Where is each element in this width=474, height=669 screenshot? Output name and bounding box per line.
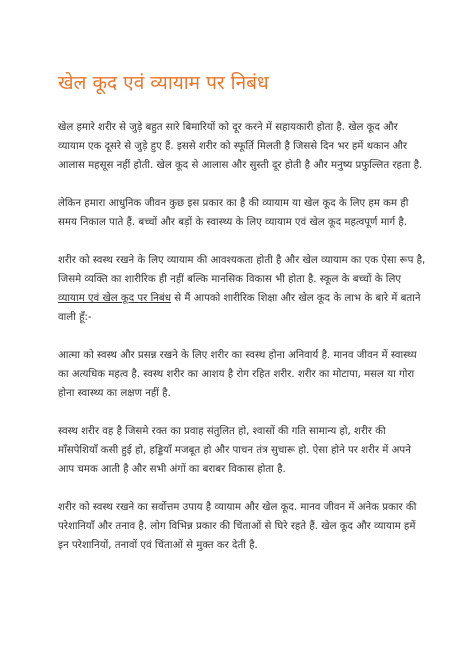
essay-link[interactable]: व्यायाम एवं खेल कूद पर निबंध: [58, 293, 171, 304]
paragraph-6: शरीर को स्वस्थ रखने का सर्वोत्तम उपाय है व्यायाम और खेल कूद. मानव जीवन में अनेक प्रकार की परेशानियाँ और तनाव है. लोग विभिन्न प्रकार की चिंताओं से घिरे रहते हैं. खेल कूद और व्यायाम हमें इन परेशानियों, तनावों एवं चिंताओं से मुक्त कर देती है.: [58, 502, 417, 551]
paragraph-3-text-after: से मैं आपको शारीरिक शिक्षा और खेल कूद के लाभ के बारे में बताने वाली हूँ:-: [58, 293, 421, 323]
paragraph-4: आत्मा को स्वस्थ और प्रसन्न रखने के लिए शरीर का स्वस्थ होना अनिवार्य है. मानव जीवन में स्वास्थ्य का अत्यधिक महत्व है. स्वस्थ शरीर का आशय है रोग रहित शरीर. शरीर का मोटापा, मसल या गोरा होना स्वास्थ्य का लक्षण नहीं है.: [58, 350, 417, 399]
paragraph-1: खेल हमारे शरीर से जुड़े बहुत सारे बिमारियों को दूर करने में सहायकारी होता है. खेल कूद और व्यायाम एक दूसरे से जुड़े हुए हैं. इससे शरीर को स्फूर्ति मिलती है जिससे दिन भर हमें थकान और आलास महसूस नहीं होती. खेल कूद से आलास और सुस्ती दूर होती है और मनुष्य प्रफुल्लित रहता है.: [58, 122, 423, 171]
paragraph-2: लेकिन हमारा आधुनिक जीवन कुछ इस प्रकार का है की व्यायाम या खेल कूद के लिए हम कम ही समय निकाल पाते हैं. बच्चों और बड़ों के स्वास्थ्य के लिए व्यायाम एवं खेल कूद महत्वपूर्ण मार्ग है.: [58, 198, 409, 228]
paragraph-5: स्वस्थ शरीर वह है जिसमे रक्त का प्रवाह संतुलित हो, श्वासों की गति सामान्य हो, शरीर की माँसपेशियाँ कसी हुई हो, हड्डियाँ मजबूत हो और पाचन तंत्र सुचारू हो. ऐसा होने पर शरीर में अपने आप चमक आती है और सभी अंगों का बराबर विकास होता है.: [58, 426, 411, 475]
page-title: खेल कूद एवं व्यायाम पर निबंध: [58, 72, 269, 94]
paragraph-3-text-before: शरीर को स्वस्थ रखने के लिए व्यायाम की आवश्यकता होती है और खेल व्यायाम का एक ऐसा रूप है, जिसमे व्यक्ति का शारीरिक ही नहीं बल्कि मानसिक विकास भी होता है. स्कूल के बच्चों के लिए: [58, 255, 426, 285]
paragraph-3: [58, 251, 426, 327]
